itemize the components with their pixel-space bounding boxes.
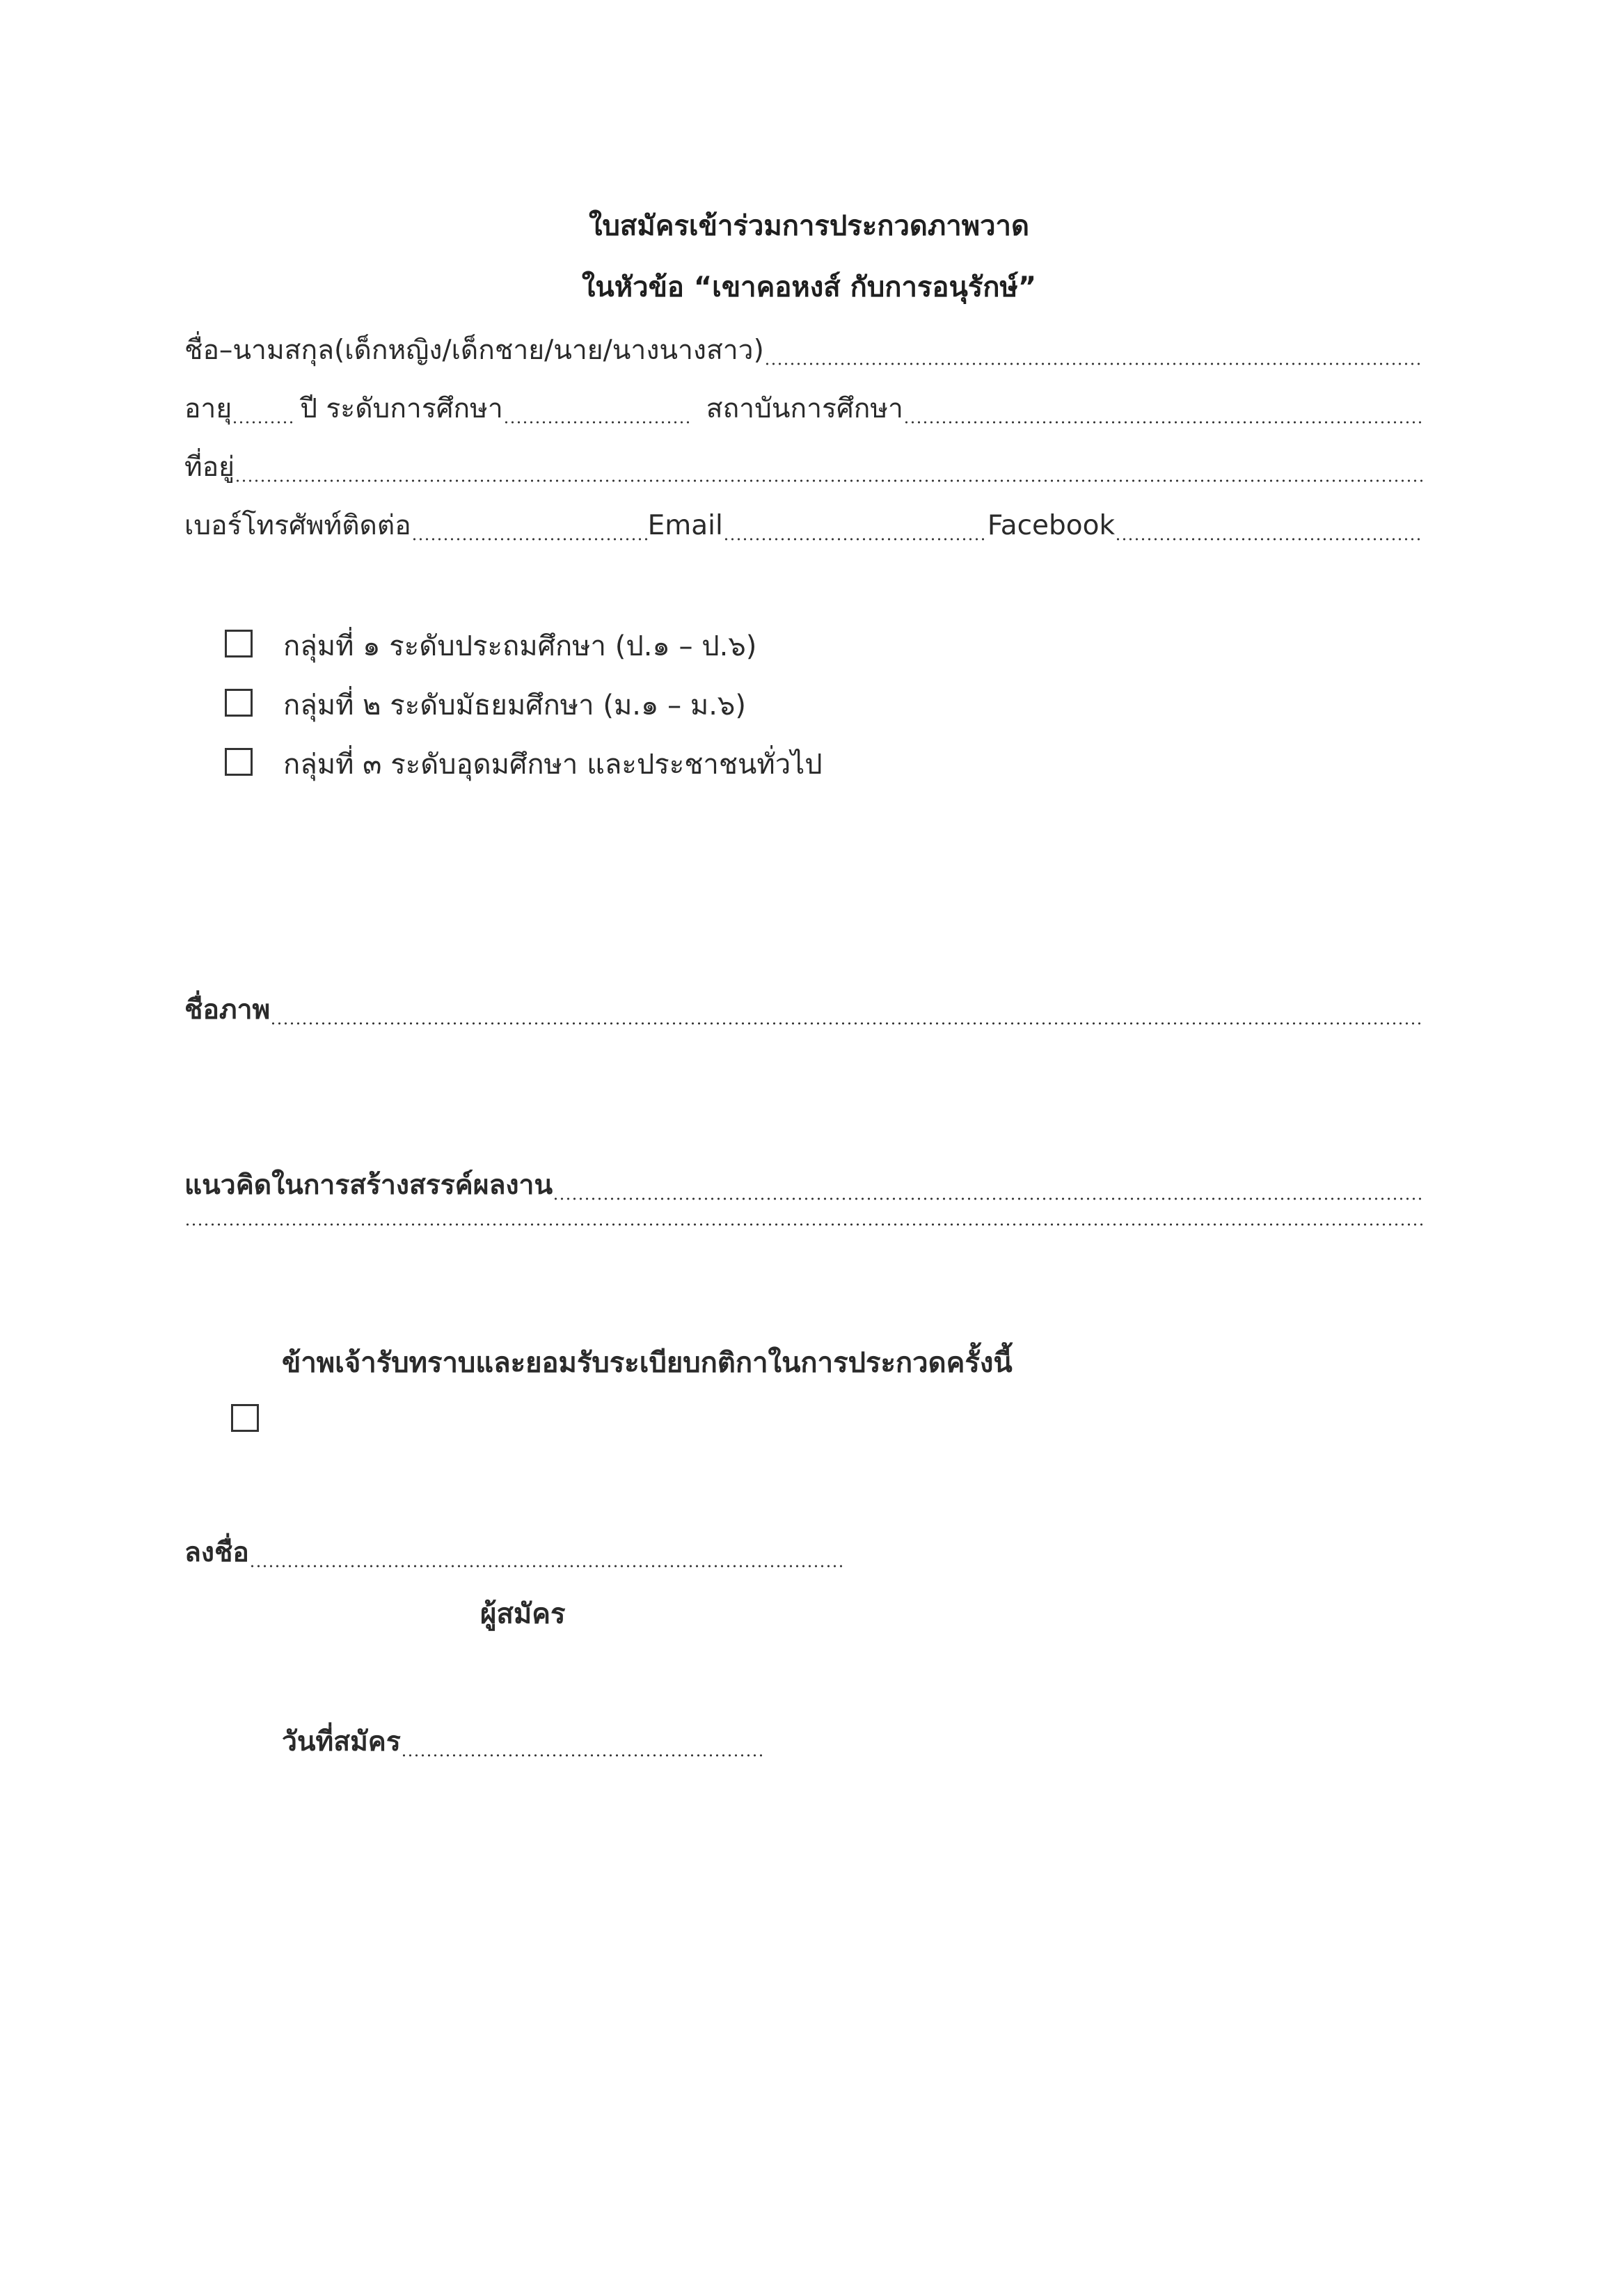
age-field[interactable] (232, 421, 294, 424)
applicant-role-label: ผู้สมัคร (480, 1598, 566, 1630)
age-education-row (184, 387, 1423, 430)
concept-field[interactable] (553, 1197, 1423, 1200)
group-3-label: กลุ่มที่ ๓ ระดับอุดมศึกษา และประชาชนทั่วไป (283, 749, 823, 781)
age-label: อายุ (184, 393, 232, 424)
institution-label: สถาบันการศึกษา (706, 393, 903, 424)
group-1-label: กลุ่มที่ ๑ ระดับประถมศึกษา (ป.๑ – ป.๖) (283, 630, 757, 662)
facebook-field[interactable] (1115, 538, 1423, 541)
address-label: ที่อยู่ (184, 452, 235, 483)
email-field[interactable] (723, 538, 988, 541)
facebook-label: Facebook (987, 510, 1116, 541)
phone-label: เบอร์โทรศัพท์ติดต่อ (184, 510, 411, 541)
concept-row (184, 1163, 1423, 1206)
concept-continuation-row (184, 1223, 1423, 1232)
concept-field-line-2[interactable] (184, 1223, 1423, 1226)
artwork-title-field[interactable] (270, 1022, 1425, 1025)
artwork-title-row (184, 988, 1425, 1031)
application-date-row (282, 1720, 762, 1763)
artwork-title-label: ชื่อภาพ (184, 994, 271, 1026)
consent-checkbox[interactable] (231, 1404, 259, 1432)
name-label: ชื่อ–นามสกุล(เด็กหญิง/เด็กชาย/นาย/นางนางสาว) (184, 335, 764, 366)
group-2-label: กลุ่มที่ ๒ ระดับมัธยมศึกษา (ม.๑ – ม.๖) (283, 689, 746, 722)
name-field[interactable] (764, 362, 1423, 365)
name-row (184, 328, 1423, 372)
form-subtitle: ในหัวข้อ “เขาคอหงส์ กับการอนุรักษ์” (581, 271, 1037, 303)
signature-row (184, 1531, 846, 1574)
consent-text: ข้าพเจ้ารับทราบและยอมรับระเบียบกติกาในการประกวดครั้งนี้ (282, 1347, 1013, 1379)
address-field[interactable] (235, 479, 1423, 482)
email-label: Email (647, 510, 723, 541)
signature-field[interactable] (249, 1565, 846, 1568)
signature-label: ลงชื่อ (184, 1537, 249, 1568)
group-3-checkbox[interactable] (225, 748, 253, 776)
concept-label: แนวคิดในการสร้างสรรค์ผลงาน (184, 1170, 553, 1201)
application-date-field[interactable] (401, 1754, 762, 1757)
address-row (184, 445, 1423, 488)
group-2-checkbox[interactable] (225, 689, 253, 717)
phone-field[interactable] (411, 538, 648, 541)
form-title: ใบสมัครเข้าร่วมการประกวดภาพวาด (588, 210, 1029, 242)
institution-field[interactable] (903, 421, 1423, 424)
contact-row (184, 504, 1423, 547)
application-date-label: วันที่สมัคร (282, 1726, 401, 1757)
education-level-label: ปี ระดับการศึกษา (300, 393, 503, 424)
group-1-checkbox[interactable] (225, 630, 253, 657)
education-level-field[interactable] (503, 421, 691, 424)
